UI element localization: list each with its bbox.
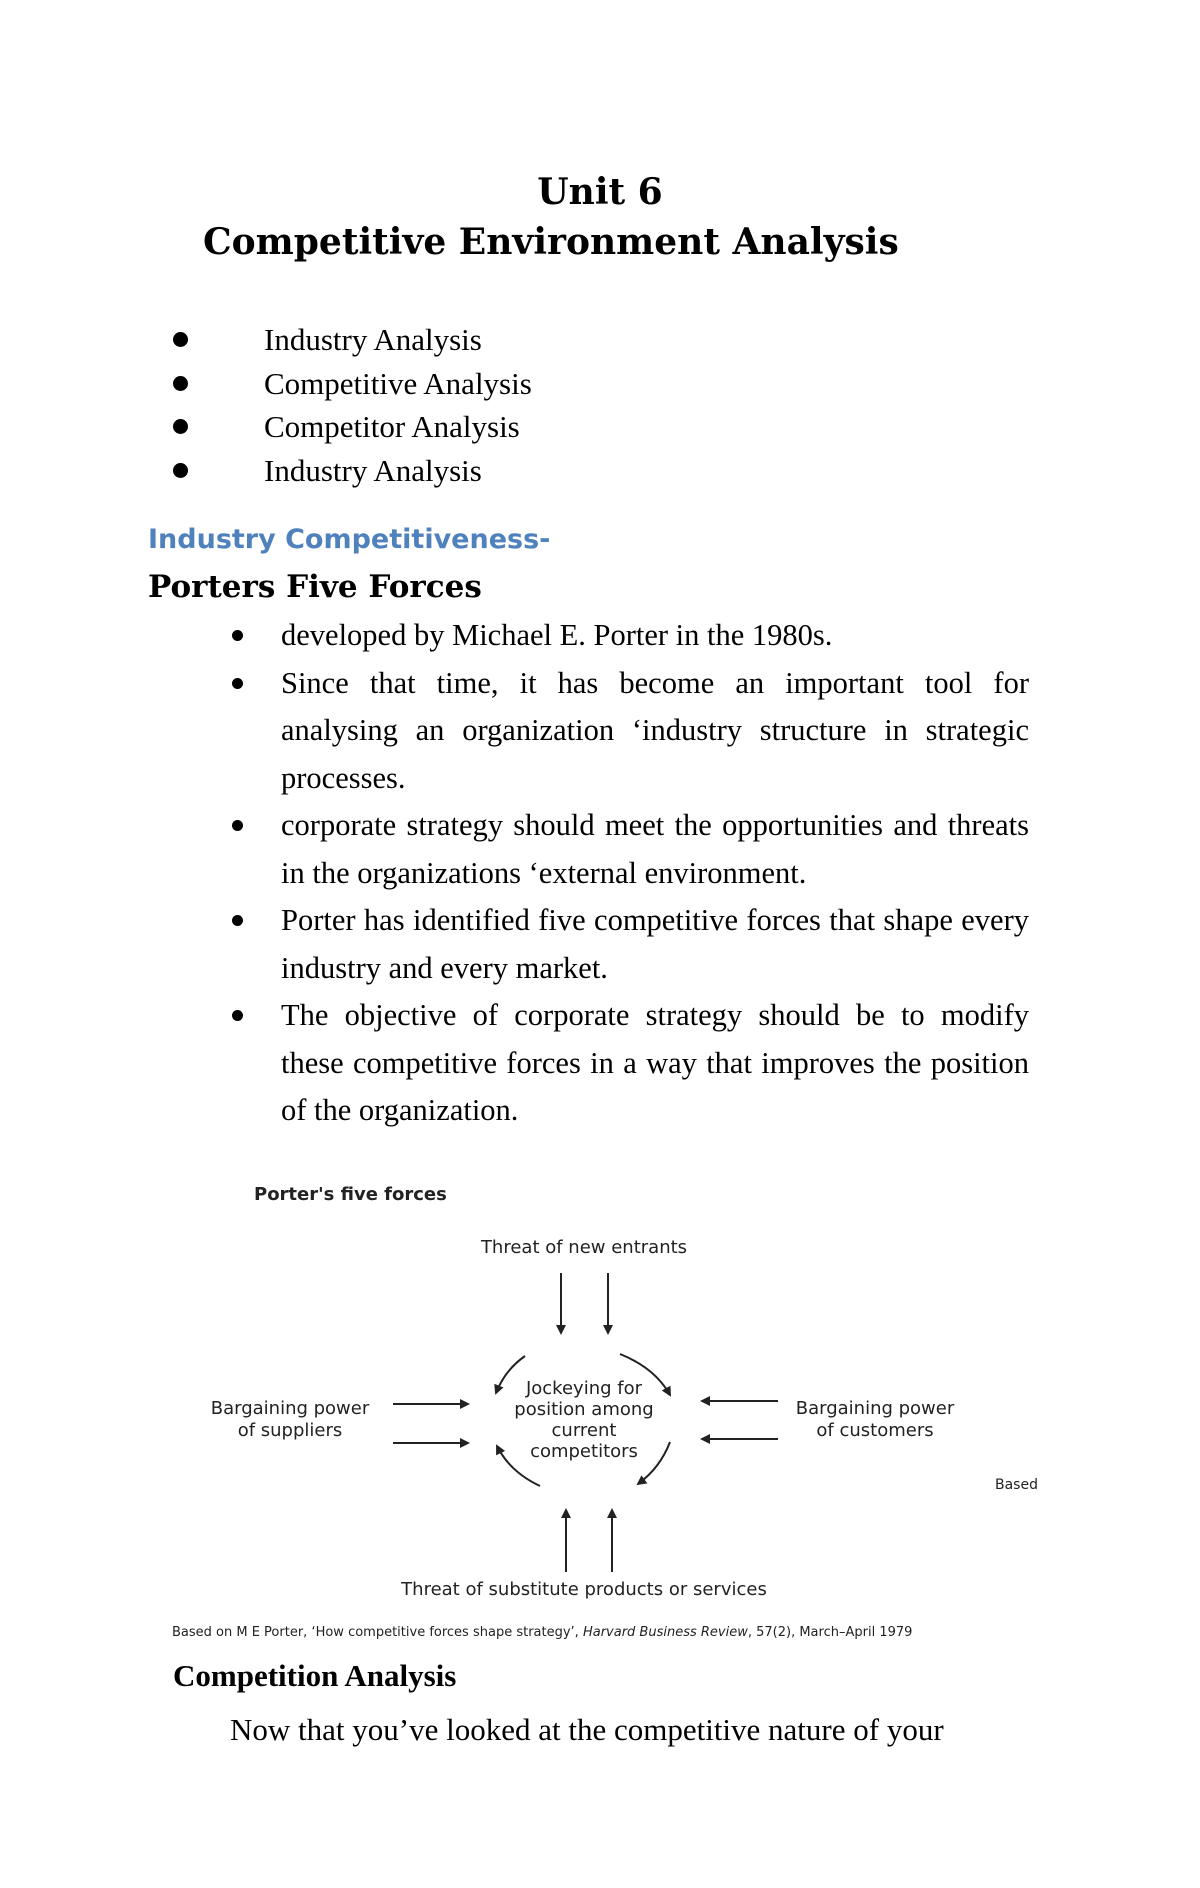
force-customers-label-line1: Bargaining power	[795, 1398, 955, 1419]
body-paragraph: Now that you’ve looked at the competitive nature of your	[230, 1712, 944, 1747]
bullet-icon	[173, 419, 188, 434]
key-points-list	[0, 612, 1029, 1135]
bullet-icon	[232, 820, 243, 831]
bullet-icon	[173, 376, 188, 391]
unit-title: Unit 6	[537, 171, 663, 213]
list-item-text: Porter has identified five competitive forces that shape every industry and every market.	[281, 903, 1029, 985]
source-prefix: Based on M E Porter, ‘How competitive forces shape strategy’,	[172, 1625, 583, 1640]
list-item	[0, 612, 1029, 660]
rivalry-label-line3: current	[551, 1420, 617, 1441]
list-item-text: The objective of corporate strategy should be to modify these competitive forces in a way that improves the position of the organization.	[281, 998, 1029, 1127]
force-suppliers-label-line1: Bargaining power	[210, 1398, 370, 1419]
bullet-icon	[232, 915, 243, 926]
list-item-text: developed by Michael E. Porter in the 1980s.	[281, 618, 833, 652]
bullet-icon	[232, 678, 243, 689]
list-item-label: Industry Analysis	[264, 322, 482, 357]
bullet-icon	[232, 630, 243, 641]
rivalry-label-line4: competitors	[530, 1441, 638, 1462]
list-item	[0, 897, 1029, 992]
list-item-label: Industry Analysis	[264, 452, 482, 488]
force-substitutes-label: Threat of substitute products or services	[401, 1579, 767, 1600]
list-item	[0, 992, 1029, 1135]
list-item-label: Competitor Analysis	[264, 409, 520, 444]
source-journal: Harvard Business Review	[582, 1625, 748, 1640]
diagram-title: Porter's five forces	[254, 1184, 447, 1205]
list-item	[0, 660, 1029, 803]
porters-five-forces-diagram	[0, 1170, 1200, 1650]
section-heading: Industry Competitiveness-	[148, 524, 551, 555]
list-item-text: Since that time, it has become an important tool for analysing an organization ‘industry structure in strategic processes.	[281, 665, 1029, 795]
force-customers-label-line2: of customers	[816, 1420, 934, 1441]
bullet-icon	[173, 463, 188, 478]
bullet-icon	[232, 1010, 243, 1021]
bullet-icon	[173, 332, 188, 347]
source-suffix: , 57(2), March–April 1979	[747, 1625, 913, 1640]
list-item	[0, 802, 1029, 897]
list-item-label: Competitive Analysis	[264, 365, 532, 401]
force-suppliers-label-line2: of suppliers	[237, 1420, 343, 1441]
rivalry-label-line2: position among	[514, 1399, 654, 1420]
stray-label: Based	[995, 1477, 1038, 1493]
section-subheading: Porters Five Forces	[148, 569, 482, 605]
diagram-source	[172, 1625, 912, 1640]
force-new-entrants-label: Threat of new entrants	[480, 1237, 688, 1258]
section-heading-competition: Competition Analysis	[173, 1658, 457, 1693]
list-item-text: corporate strategy should meet the opportunities and threats in the organizations ‘external environment.	[281, 808, 1029, 890]
page-title: Competitive Environment Analysis	[203, 221, 899, 263]
rivalry-label-line1: Jockeying for	[525, 1378, 643, 1399]
